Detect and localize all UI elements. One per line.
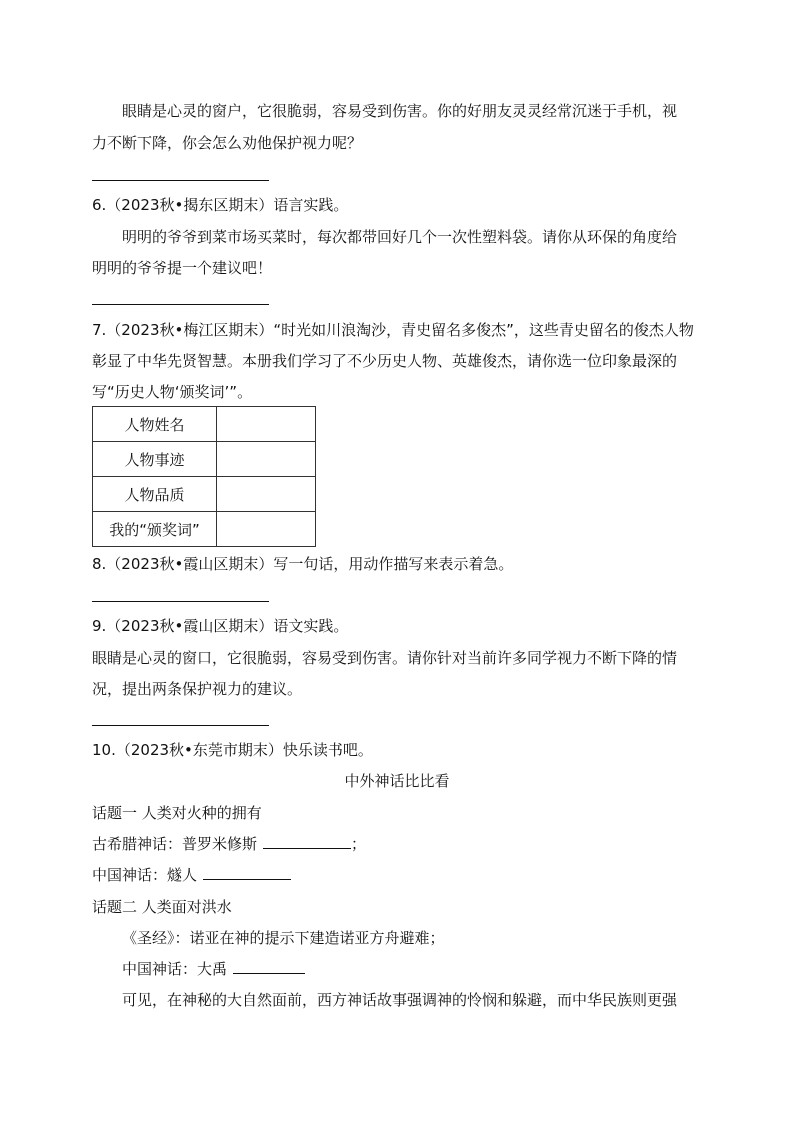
q10-topic-2: 话题二 人类面对洪水 [92,898,232,916]
table-answer-cell[interactable] [217,512,316,547]
q6-line-1: 明明的爷爷到菜市场买菜时，每次都带回好几个一次性塑料袋。请你从环保的角度给 [122,228,678,246]
q8-header: 8.（2023秋•霞山区期末）写一句话，用动作描写来表示着急。 [92,555,514,573]
q6-answer-blank[interactable] [92,304,269,305]
q7-line-2: 彰显了中华先贤智慧。本册我们学习了不少历史人物、英雄俊杰，请你选一位印象最深的 [92,352,678,370]
q10-china-flood-label: 中国神话：大禹 [122,960,228,978]
table-label: 人物事迹 [93,442,217,477]
q10-china-fire-label: 中国神话：燧人 [92,866,198,884]
table-answer-cell[interactable] [217,477,316,512]
q7-line-1: 7.（2023秋•梅江区期末）“时光如川浪淘沙，青史留名多俊杰”，这些青史留名的俊杰人物 [92,321,694,339]
table-row [93,442,316,477]
q10-subtitle: 中外神话比比看 [344,772,450,790]
table-row [93,477,316,512]
q5-line-1: 眼睛是心灵的窗户，它很脆弱，容易受到伤害。你的好朋友灵灵经常沉迷于手机，视 [122,102,678,120]
table-answer-cell[interactable] [217,442,316,477]
q10-china-fire-blank[interactable] [203,865,291,880]
q6-line-2: 明明的爷爷提一个建议吧！ [92,259,273,277]
q9-answer-blank[interactable] [92,725,269,726]
q6-header: 6.（2023秋•揭东区期末）语言实践。 [92,196,349,214]
q10-china-flood-blank[interactable] [233,959,305,974]
q10-china-flood [122,959,305,979]
q10-bible: 《圣经》：诺亚在神的提示下建造诺亚方舟避难； [122,929,445,947]
award-table [92,406,316,547]
q5-line-2: 力不断下降，你会怎么劝他保护视力呢？ [92,134,363,152]
q10-greek-blank[interactable] [263,834,351,849]
q10-greek-label: 古希腊神话：普罗米修斯 [92,835,258,853]
q10-topic-1: 话题一 人类对火种的拥有 [92,804,262,822]
table-row [93,512,316,547]
q10-greek-myth [92,834,366,854]
table-label: 人物姓名 [93,407,217,442]
q9-line-1: 眼睛是心灵的窗口，它很脆弱，容易受到伤害。请你针对当前许多同学视力不断下降的情 [92,649,678,667]
q7-line-3: 写“历史人物‘颁奖词’”。 [92,383,253,401]
q9-line-2: 况，提出两条保护视力的建议。 [92,680,303,698]
table-label: 人物品质 [93,477,217,512]
table-answer-cell[interactable] [217,407,316,442]
q10-china-fire [92,865,291,885]
table-label: 我的“颁奖词” [93,512,217,547]
q10-conclusion: 可见，在神秘的大自然面前，西方神话故事强调神的怜悯和躲避，而中华民族则更强 [122,991,678,1009]
q9-header: 9.（2023秋•霞山区期末）语文实践。 [92,617,349,635]
q8-answer-blank[interactable] [92,601,269,602]
q5-answer-blank[interactable] [92,180,269,181]
q10-header: 10.（2023秋•东莞市期末）快乐读书吧。 [92,741,373,759]
q10-greek-end: ； [351,835,367,853]
table-row [93,407,316,442]
